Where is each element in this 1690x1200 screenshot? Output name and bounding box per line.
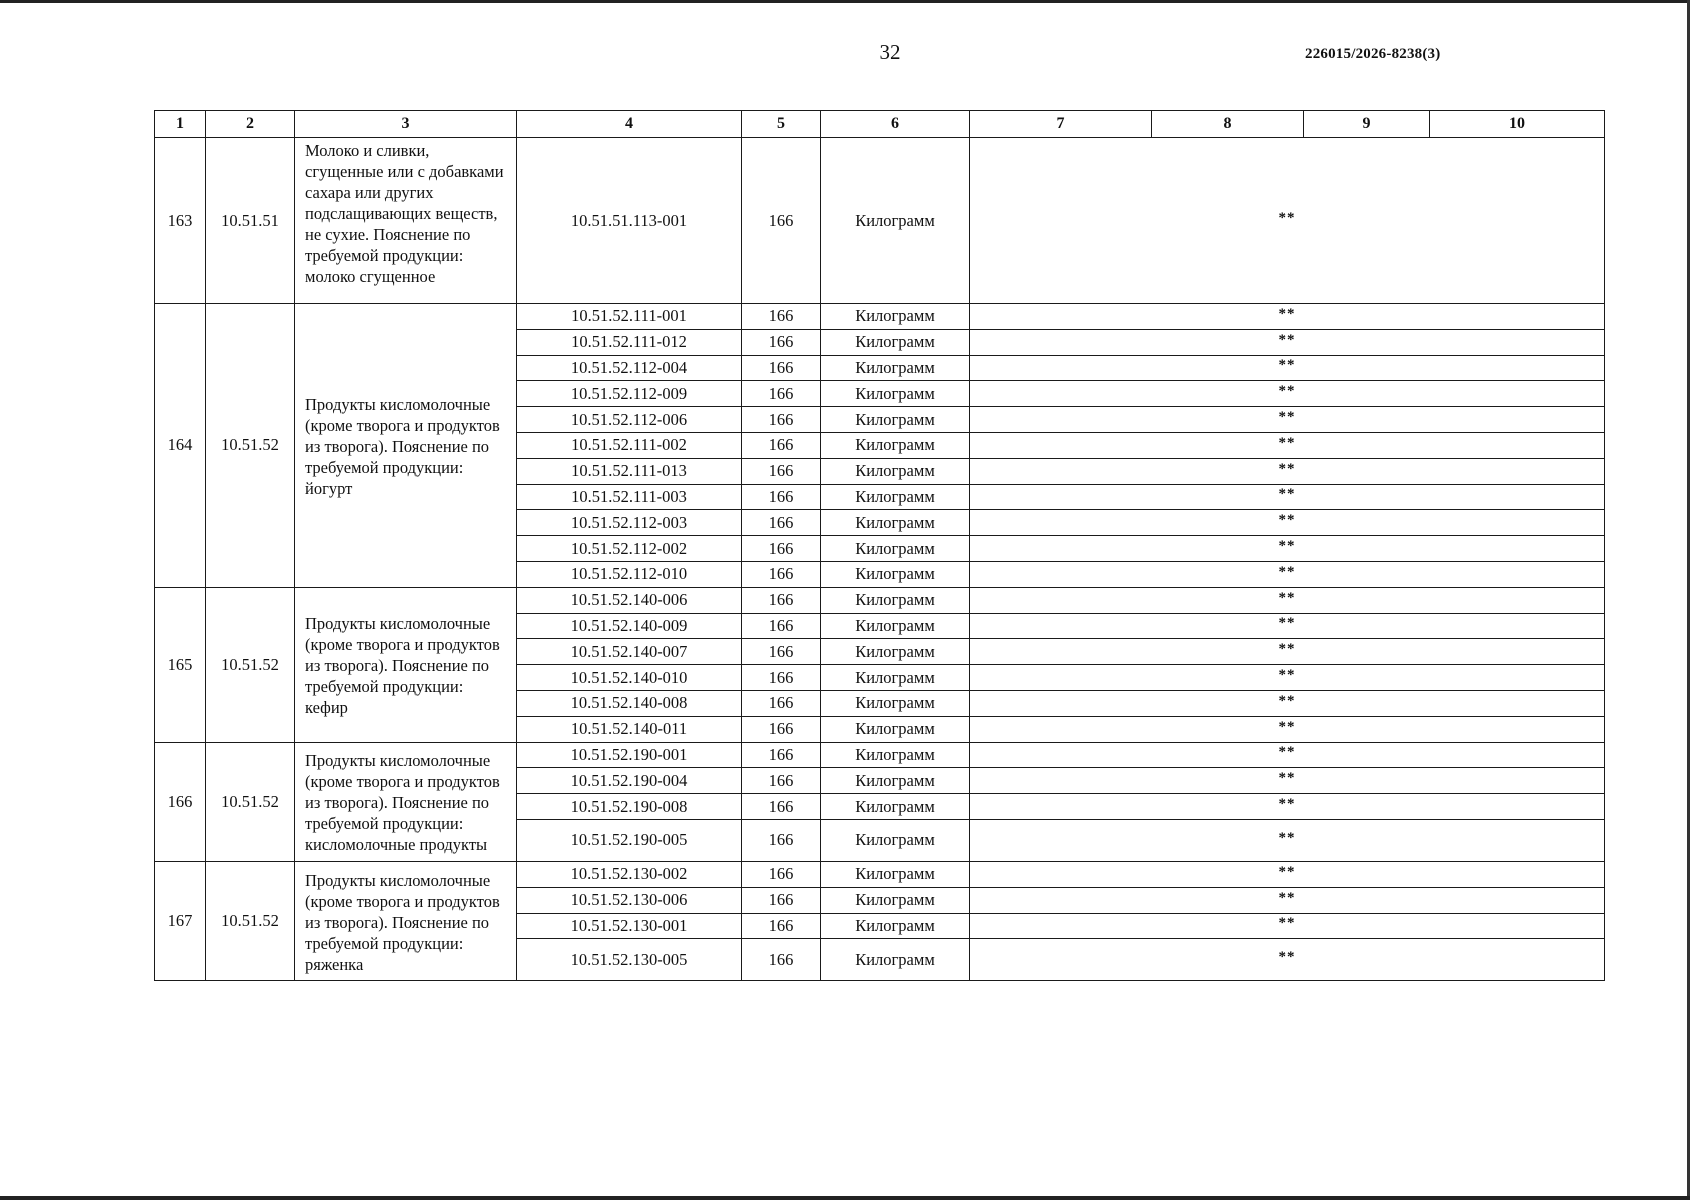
ktru-code: 10.51.52.140-006 bbox=[517, 587, 742, 613]
characteristics-mark bbox=[970, 138, 1605, 304]
okei-code: 166 bbox=[742, 458, 821, 484]
ktru-code: 10.51.52.140-010 bbox=[517, 665, 742, 691]
ktru-code: 10.51.52.111-002 bbox=[517, 432, 742, 458]
characteristics-mark bbox=[970, 355, 1605, 381]
unit-name: Килограмм bbox=[821, 716, 970, 742]
scan-edge-bottom bbox=[0, 1196, 1690, 1200]
unit-name: Килограмм bbox=[821, 913, 970, 939]
unit-name: Килограмм bbox=[821, 587, 970, 613]
unit-name: Килограмм bbox=[821, 407, 970, 433]
header-col-4: 4 bbox=[517, 111, 742, 138]
row-number: 165 bbox=[155, 587, 206, 742]
okei-code: 166 bbox=[742, 484, 821, 510]
ktru-code: 10.51.52.111-013 bbox=[517, 458, 742, 484]
characteristics-mark bbox=[970, 939, 1605, 981]
double-asterisk: ** bbox=[1278, 331, 1296, 348]
table-row bbox=[155, 742, 1605, 768]
ktru-code: 10.51.52.112-010 bbox=[517, 561, 742, 587]
double-asterisk: ** bbox=[1278, 305, 1296, 322]
header-row bbox=[155, 111, 1605, 138]
double-asterisk: ** bbox=[1278, 357, 1296, 374]
unit-name: Килограмм bbox=[821, 690, 970, 716]
table-row bbox=[155, 138, 1605, 304]
okei-code: 166 bbox=[742, 381, 821, 407]
okei-code: 166 bbox=[742, 861, 821, 887]
characteristics-mark bbox=[970, 887, 1605, 913]
header-col-2: 2 bbox=[206, 111, 295, 138]
characteristics-mark bbox=[970, 484, 1605, 510]
double-asterisk: ** bbox=[1278, 210, 1296, 226]
ktru-code: 10.51.52.111-012 bbox=[517, 329, 742, 355]
okei-code: 166 bbox=[742, 742, 821, 768]
double-asterisk: ** bbox=[1278, 667, 1296, 684]
ktru-code: 10.51.52.112-009 bbox=[517, 381, 742, 407]
characteristics-mark bbox=[970, 381, 1605, 407]
ktru-code: 10.51.52.130-005 bbox=[517, 939, 742, 981]
ktru-code: 10.51.52.190-005 bbox=[517, 819, 742, 861]
okei-code: 166 bbox=[742, 665, 821, 691]
double-asterisk: ** bbox=[1278, 589, 1296, 606]
double-asterisk: ** bbox=[1278, 486, 1296, 503]
okpd-code: 10.51.52 bbox=[206, 742, 295, 861]
okpd-code: 10.51.52 bbox=[206, 304, 295, 588]
okei-code: 166 bbox=[742, 329, 821, 355]
header-col-3: 3 bbox=[295, 111, 517, 138]
characteristics-mark bbox=[970, 407, 1605, 433]
characteristics-mark bbox=[970, 716, 1605, 742]
okpd-code: 10.51.52 bbox=[206, 861, 295, 980]
double-asterisk: ** bbox=[1278, 434, 1296, 451]
ktru-code: 10.51.52.140-008 bbox=[517, 690, 742, 716]
unit-name: Килограмм bbox=[821, 639, 970, 665]
unit-name: Килограмм bbox=[821, 561, 970, 587]
unit-name: Килограмм bbox=[821, 613, 970, 639]
characteristics-mark bbox=[970, 561, 1605, 587]
unit-name: Килограмм bbox=[821, 939, 970, 981]
okei-code: 166 bbox=[742, 690, 821, 716]
ktru-code: 10.51.52.130-006 bbox=[517, 887, 742, 913]
double-asterisk: ** bbox=[1278, 770, 1296, 787]
okei-code: 166 bbox=[742, 716, 821, 742]
header-col-9: 9 bbox=[1304, 111, 1430, 138]
characteristics-mark bbox=[970, 432, 1605, 458]
okei-code: 166 bbox=[742, 913, 821, 939]
ktru-code: 10.51.52.112-002 bbox=[517, 536, 742, 562]
ktru-code: 10.51.52.140-007 bbox=[517, 639, 742, 665]
product-description: Молоко и сливки, сгущенные или с добавками сахара или других подслащивающих веществ, не сухие. Пояснение по требуемой продукции: молоко сгущенное bbox=[295, 138, 517, 304]
header-col-8: 8 bbox=[1152, 111, 1304, 138]
table-row bbox=[155, 861, 1605, 887]
okei-code: 166 bbox=[742, 561, 821, 587]
okpd-code: 10.51.51 bbox=[206, 138, 295, 304]
ktru-code: 10.51.52.190-004 bbox=[517, 768, 742, 794]
row-number: 163 bbox=[155, 138, 206, 304]
unit-name: Килограмм bbox=[821, 742, 970, 768]
unit-name: Килограмм bbox=[821, 861, 970, 887]
header-col-10: 10 bbox=[1430, 111, 1605, 138]
unit-name: Килограмм bbox=[821, 794, 970, 820]
row-number: 164 bbox=[155, 304, 206, 588]
characteristics-mark bbox=[970, 768, 1605, 794]
unit-name: Килограмм bbox=[821, 768, 970, 794]
double-asterisk: ** bbox=[1278, 641, 1296, 658]
double-asterisk: ** bbox=[1278, 718, 1296, 735]
product-description: Продукты кисломолочные (кроме творога и продуктов из творога). Пояснение по требуемой продукции: йогурт bbox=[295, 304, 517, 588]
double-asterisk: ** bbox=[1278, 915, 1296, 932]
characteristics-mark bbox=[970, 458, 1605, 484]
okei-code: 166 bbox=[742, 887, 821, 913]
page-number: 32 bbox=[879, 40, 901, 64]
table-row bbox=[155, 587, 1605, 613]
double-asterisk: ** bbox=[1278, 512, 1296, 529]
ktru-code: 10.51.51.113-001 bbox=[517, 138, 742, 304]
okei-code: 166 bbox=[742, 536, 821, 562]
unit-name: Килограмм bbox=[821, 329, 970, 355]
row-number: 167 bbox=[155, 861, 206, 980]
characteristics-mark bbox=[970, 794, 1605, 820]
unit-name: Килограмм bbox=[821, 665, 970, 691]
okei-code: 166 bbox=[742, 432, 821, 458]
unit-name: Килограмм bbox=[821, 355, 970, 381]
product-description: Продукты кисломолочные (кроме творога и продуктов из творога). Пояснение по требуемой продукции: кефир bbox=[295, 587, 517, 742]
ktru-code: 10.51.52.140-011 bbox=[517, 716, 742, 742]
double-asterisk: ** bbox=[1278, 460, 1296, 477]
double-asterisk: ** bbox=[1278, 796, 1296, 813]
unit-name: Килограмм bbox=[821, 304, 970, 330]
table-body bbox=[155, 138, 1605, 981]
header-col-5: 5 bbox=[742, 111, 821, 138]
okei-code: 166 bbox=[742, 510, 821, 536]
characteristics-mark bbox=[970, 665, 1605, 691]
characteristics-mark bbox=[970, 536, 1605, 562]
okei-code: 166 bbox=[742, 587, 821, 613]
unit-name: Килограмм bbox=[821, 458, 970, 484]
header-col-6: 6 bbox=[821, 111, 970, 138]
double-asterisk: ** bbox=[1278, 949, 1296, 966]
ktru-code: 10.51.52.190-008 bbox=[517, 794, 742, 820]
unit-name: Килограмм bbox=[821, 484, 970, 510]
ktru-code: 10.51.52.111-003 bbox=[517, 484, 742, 510]
double-asterisk: ** bbox=[1278, 744, 1296, 761]
ktru-code: 10.51.52.111-001 bbox=[517, 304, 742, 330]
unit-name: Килограмм bbox=[821, 819, 970, 861]
ktru-code: 10.51.52.130-002 bbox=[517, 861, 742, 887]
okei-code: 166 bbox=[742, 819, 821, 861]
products-table bbox=[154, 110, 1605, 981]
characteristics-mark bbox=[970, 742, 1605, 768]
header-col-1: 1 bbox=[155, 111, 206, 138]
row-number: 166 bbox=[155, 742, 206, 861]
characteristics-mark bbox=[970, 510, 1605, 536]
characteristics-mark bbox=[970, 329, 1605, 355]
double-asterisk: ** bbox=[1278, 563, 1296, 580]
characteristics-mark bbox=[970, 613, 1605, 639]
ktru-code: 10.51.52.130-001 bbox=[517, 913, 742, 939]
unit-name: Килограмм bbox=[821, 138, 970, 304]
table-row bbox=[155, 304, 1605, 330]
unit-name: Килограмм bbox=[821, 432, 970, 458]
double-asterisk: ** bbox=[1278, 538, 1296, 555]
okei-code: 166 bbox=[742, 407, 821, 433]
double-asterisk: ** bbox=[1278, 383, 1296, 400]
okei-code: 166 bbox=[742, 355, 821, 381]
characteristics-mark bbox=[970, 639, 1605, 665]
unit-name: Килограмм bbox=[821, 510, 970, 536]
header-col-7: 7 bbox=[970, 111, 1152, 138]
unit-name: Килограмм bbox=[821, 536, 970, 562]
unit-name: Килограмм bbox=[821, 887, 970, 913]
okei-code: 166 bbox=[742, 304, 821, 330]
okpd-code: 10.51.52 bbox=[206, 587, 295, 742]
double-asterisk: ** bbox=[1278, 863, 1296, 880]
okei-code: 166 bbox=[742, 768, 821, 794]
characteristics-mark bbox=[970, 819, 1605, 861]
ktru-code: 10.51.52.140-009 bbox=[517, 613, 742, 639]
double-asterisk: ** bbox=[1278, 409, 1296, 426]
ktru-code: 10.51.52.112-004 bbox=[517, 355, 742, 381]
double-asterisk: ** bbox=[1278, 889, 1296, 906]
ktru-code: 10.51.52.190-001 bbox=[517, 742, 742, 768]
okei-code: 166 bbox=[742, 939, 821, 981]
scan-edge-top bbox=[0, 0, 1690, 3]
okei-code: 166 bbox=[742, 794, 821, 820]
characteristics-mark bbox=[970, 587, 1605, 613]
characteristics-mark bbox=[970, 861, 1605, 887]
product-description: Продукты кисломолочные (кроме творога и продуктов из творога). Пояснение по требуемой продукции: ряженка bbox=[295, 861, 517, 980]
double-asterisk: ** bbox=[1278, 615, 1296, 632]
characteristics-mark bbox=[970, 304, 1605, 330]
characteristics-mark bbox=[970, 690, 1605, 716]
document-reference: 226015/2026-8238(3) bbox=[1305, 46, 1441, 62]
ktru-code: 10.51.52.112-003 bbox=[517, 510, 742, 536]
double-asterisk: ** bbox=[1278, 692, 1296, 709]
product-description: Продукты кисломолочные (кроме творога и продуктов из творога). Пояснение по требуемой продукции: кисломолочные продукты bbox=[295, 742, 517, 861]
okei-code: 166 bbox=[742, 613, 821, 639]
okei-code: 166 bbox=[742, 639, 821, 665]
unit-name: Килограмм bbox=[821, 381, 970, 407]
characteristics-mark bbox=[970, 913, 1605, 939]
double-asterisk: ** bbox=[1278, 829, 1296, 846]
okei-code: 166 bbox=[742, 138, 821, 304]
ktru-code: 10.51.52.112-006 bbox=[517, 407, 742, 433]
